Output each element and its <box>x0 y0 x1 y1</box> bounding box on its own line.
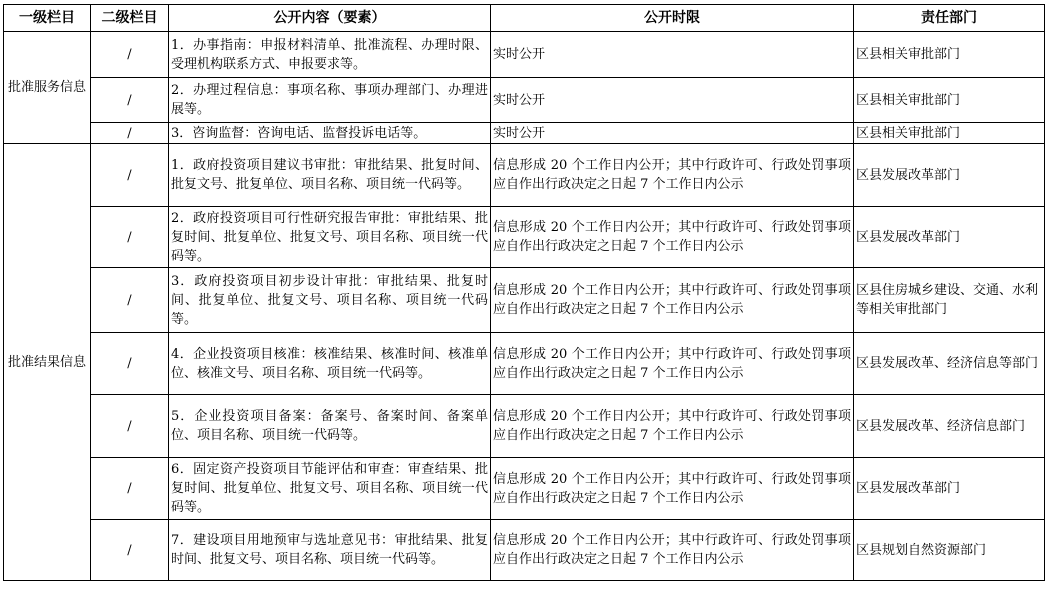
content-cell: 1．政府投资项目建议书审批：审批结果、批复时间、批复文号、批复单位、项目名称、项目统一代码等。 <box>169 144 491 207</box>
level2-cell: / <box>91 395 169 458</box>
level2-cell: / <box>91 144 169 207</box>
content-cell: 4．企业投资项目核准：核准结果、核准时间、核准单位、核准文号、项目名称、项目统一代码等。 <box>169 333 491 395</box>
header-time: 公开时限 <box>491 5 854 32</box>
content-cell: 3．政府投资项目初步设计审批：审批结果、批复时间、批复单位、批复文号、项目名称、项目统一代码等。 <box>169 268 491 333</box>
time-cell: 信息形成 20 个工作日内公开；其中行政许可、行政处罚事项应自作出行政决定之日起 7 个工作日内公示 <box>491 458 854 520</box>
dept-cell: 区县发展改革、经济信息等部门 <box>854 333 1045 395</box>
level2-cell: / <box>91 32 169 78</box>
time-cell: 实时公开 <box>491 32 854 78</box>
dept-cell: 区县相关审批部门 <box>854 78 1045 123</box>
header-level1: 一级栏目 <box>4 5 91 32</box>
group-name: 批准服务信息 <box>4 32 91 144</box>
level2-cell: / <box>91 268 169 333</box>
level2-cell: / <box>91 207 169 268</box>
level2-cell: / <box>91 333 169 395</box>
dept-cell: 区县住房城乡建设、交通、水利等相关审批部门 <box>854 268 1045 333</box>
group-name: 批准结果信息 <box>4 144 91 581</box>
header-dept: 责任部门 <box>854 5 1045 32</box>
dept-cell: 区县发展改革部门 <box>854 458 1045 520</box>
table-row <box>4 144 1045 207</box>
dept-cell: 区县发展改革、经济信息部门 <box>854 395 1045 458</box>
time-cell: 信息形成 20 个工作日内公开；其中行政许可、行政处罚事项应自作出行政决定之日起 7 个工作日内公示 <box>491 333 854 395</box>
table-row <box>4 207 1045 268</box>
time-cell: 实时公开 <box>491 78 854 123</box>
table-row <box>4 458 1045 520</box>
time-cell: 实时公开 <box>491 123 854 144</box>
table-row <box>4 78 1045 123</box>
disclosure-table <box>3 4 1045 581</box>
dept-cell: 区县发展改革部门 <box>854 144 1045 207</box>
content-cell: 2．政府投资项目可行性研究报告审批：审批结果、批复时间、批复单位、批复文号、项目名称、项目统一代码等。 <box>169 207 491 268</box>
time-cell: 信息形成 20 个工作日内公开；其中行政许可、行政处罚事项应自作出行政决定之日起 7 个工作日内公示 <box>491 395 854 458</box>
time-cell: 信息形成 20 个工作日内公开；其中行政许可、行政处罚事项应自作出行政决定之日起 7 个工作日内公示 <box>491 144 854 207</box>
content-cell: 6．固定资产投资项目节能评估和审查：审查结果、批复时间、批复单位、批复文号、项目名称、项目统一代码等。 <box>169 458 491 520</box>
content-cell: 2．办理过程信息：事项名称、事项办理部门、办理进展等。 <box>169 78 491 123</box>
dept-cell: 区县相关审批部门 <box>854 32 1045 78</box>
table-row <box>4 333 1045 395</box>
content-cell: 1．办事指南：申报材料清单、批准流程、办理时限、受理机构联系方式、申报要求等。 <box>169 32 491 78</box>
table-row <box>4 123 1045 144</box>
dept-cell: 区县规划自然资源部门 <box>854 520 1045 581</box>
content-cell: 3．咨询监督：咨询电话、监督投诉电话等。 <box>169 123 491 144</box>
level2-cell: / <box>91 123 169 144</box>
header-level2: 二级栏目 <box>91 5 169 32</box>
table-row <box>4 32 1045 78</box>
table-row <box>4 520 1045 581</box>
table-row <box>4 268 1045 333</box>
header-content: 公开内容（要素） <box>169 5 491 32</box>
dept-cell: 区县发展改革部门 <box>854 207 1045 268</box>
table-header-row <box>4 5 1045 32</box>
level2-cell: / <box>91 78 169 123</box>
time-cell: 信息形成 20 个工作日内公开；其中行政许可、行政处罚事项应自作出行政决定之日起 7 个工作日内公示 <box>491 268 854 333</box>
dept-cell: 区县相关审批部门 <box>854 123 1045 144</box>
time-cell: 信息形成 20 个工作日内公开；其中行政许可、行政处罚事项应自作出行政决定之日起 7 个工作日内公示 <box>491 207 854 268</box>
level2-cell: / <box>91 458 169 520</box>
table-row <box>4 395 1045 458</box>
content-cell: 7．建设项目用地预审与选址意见书：审批结果、批复时间、批复文号、项目名称、项目统一代码等。 <box>169 520 491 581</box>
level2-cell: / <box>91 520 169 581</box>
time-cell: 信息形成 20 个工作日内公开；其中行政许可、行政处罚事项应自作出行政决定之日起 7 个工作日内公示 <box>491 520 854 581</box>
content-cell: 5．企业投资项目备案：备案号、备案时间、备案单位、项目名称、项目统一代码等。 <box>169 395 491 458</box>
